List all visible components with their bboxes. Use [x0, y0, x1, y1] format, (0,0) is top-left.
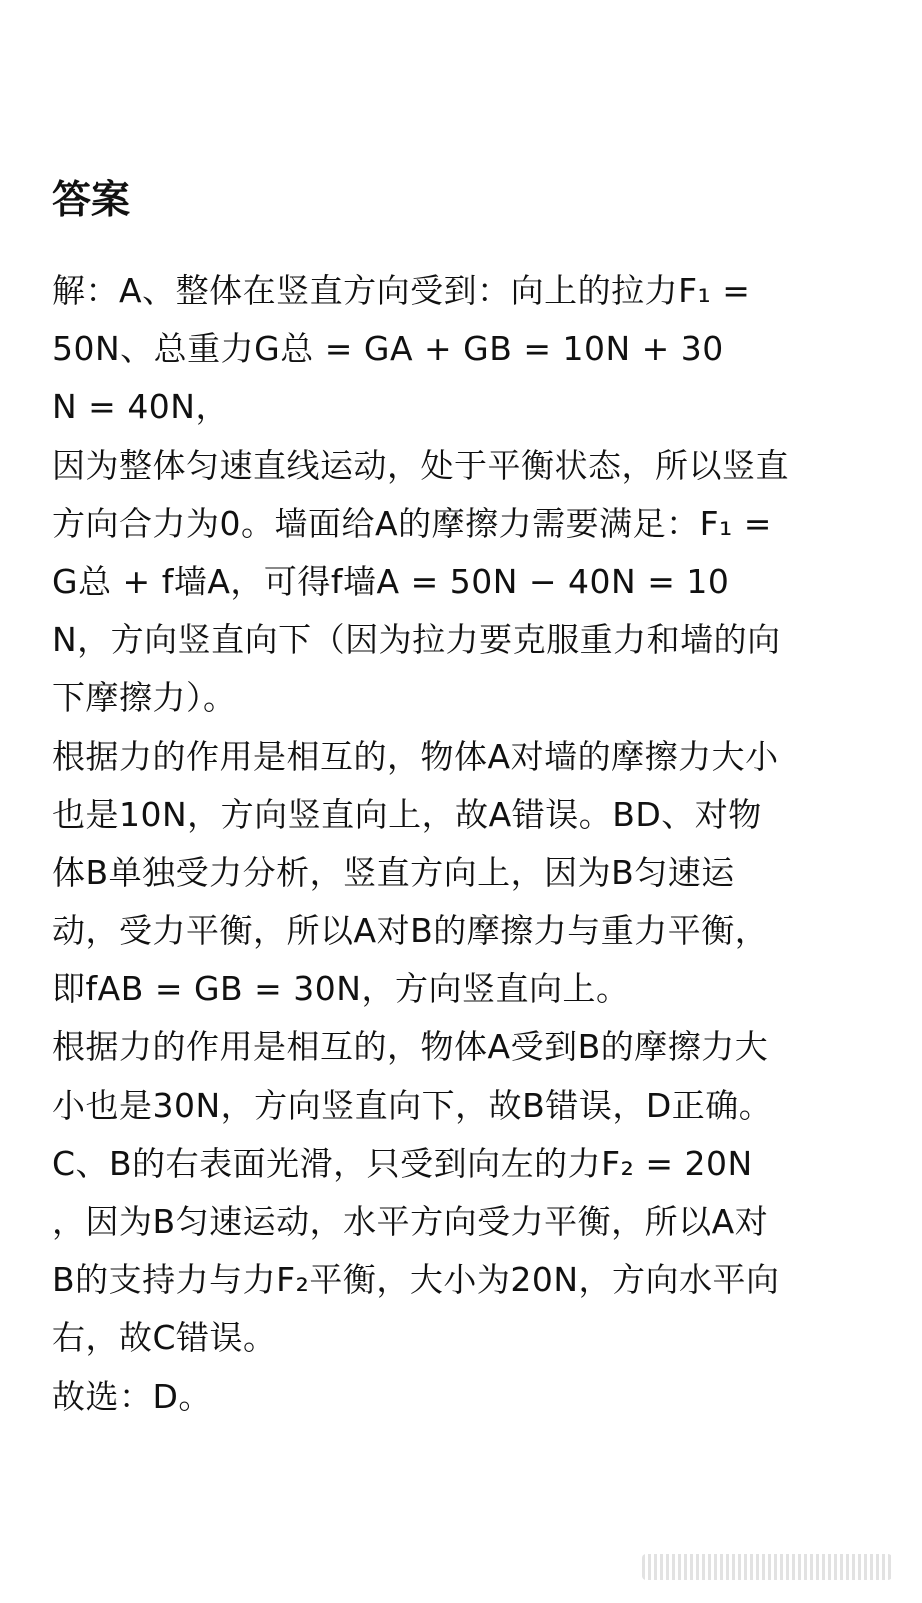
- solution-line: B的支持力与力F₂平衡，大小为20N，方向水平向: [52, 1260, 780, 1300]
- solution-line: N = 40N，: [52, 387, 229, 427]
- solution-line: 右，故C错误。: [52, 1318, 277, 1358]
- answer-heading: 答案: [52, 178, 131, 223]
- solution-line: 故选：D。: [52, 1376, 212, 1416]
- solution-line: C、B的右表面光滑，只受到向左的力F₂ = 20N: [52, 1143, 753, 1183]
- solution-line: 也是10N，方向竖直向上，故A错误。BD、对物: [52, 794, 762, 834]
- bottom-bar: [0, 1520, 922, 1603]
- solution-line: 根据力的作用是相互的，物体A对墙的摩擦力大小: [52, 736, 779, 776]
- solution-line: 因为整体匀速直线运动，处于平衡状态，所以竖直: [52, 445, 789, 485]
- solution-line: G总 + f墙A，可得f墙A = 50N − 40N = 10: [52, 561, 730, 601]
- solution-line: N，方向竖直向下（因为拉力要克服重力和墙的向: [52, 620, 781, 660]
- solution-line: 50N、总重力G总 = GA + GB = 10N + 30: [52, 329, 724, 369]
- solution-line: 即fAB = GB = 30N，方向竖直向上。: [52, 969, 630, 1009]
- solution-line: ，因为B匀速运动，水平方向受力平衡，所以A对: [52, 1202, 769, 1241]
- solution-line: 根据力的作用是相互的，物体A受到B的摩擦力大: [52, 1027, 769, 1067]
- solution-line: 解：A、整体在竖直方向受到：向上的拉力F₁ =: [52, 271, 751, 310]
- solution-line: 下摩擦力）。: [52, 678, 237, 718]
- solution-text: [52, 262, 882, 1426]
- scroll-handle[interactable]: [642, 1554, 892, 1580]
- solution-line: 方向合力为0。墙面给A的摩擦力需要满足：F₁ =: [52, 503, 772, 543]
- solution-line: 体B单独受力分析，竖直方向上，因为B匀速运: [52, 852, 735, 892]
- solution-line: 动，受力平衡，所以A对B的摩擦力与重力平衡，: [52, 911, 769, 951]
- solution-line: 小也是30N，方向竖直向下，故B错误，D正确。: [52, 1085, 773, 1125]
